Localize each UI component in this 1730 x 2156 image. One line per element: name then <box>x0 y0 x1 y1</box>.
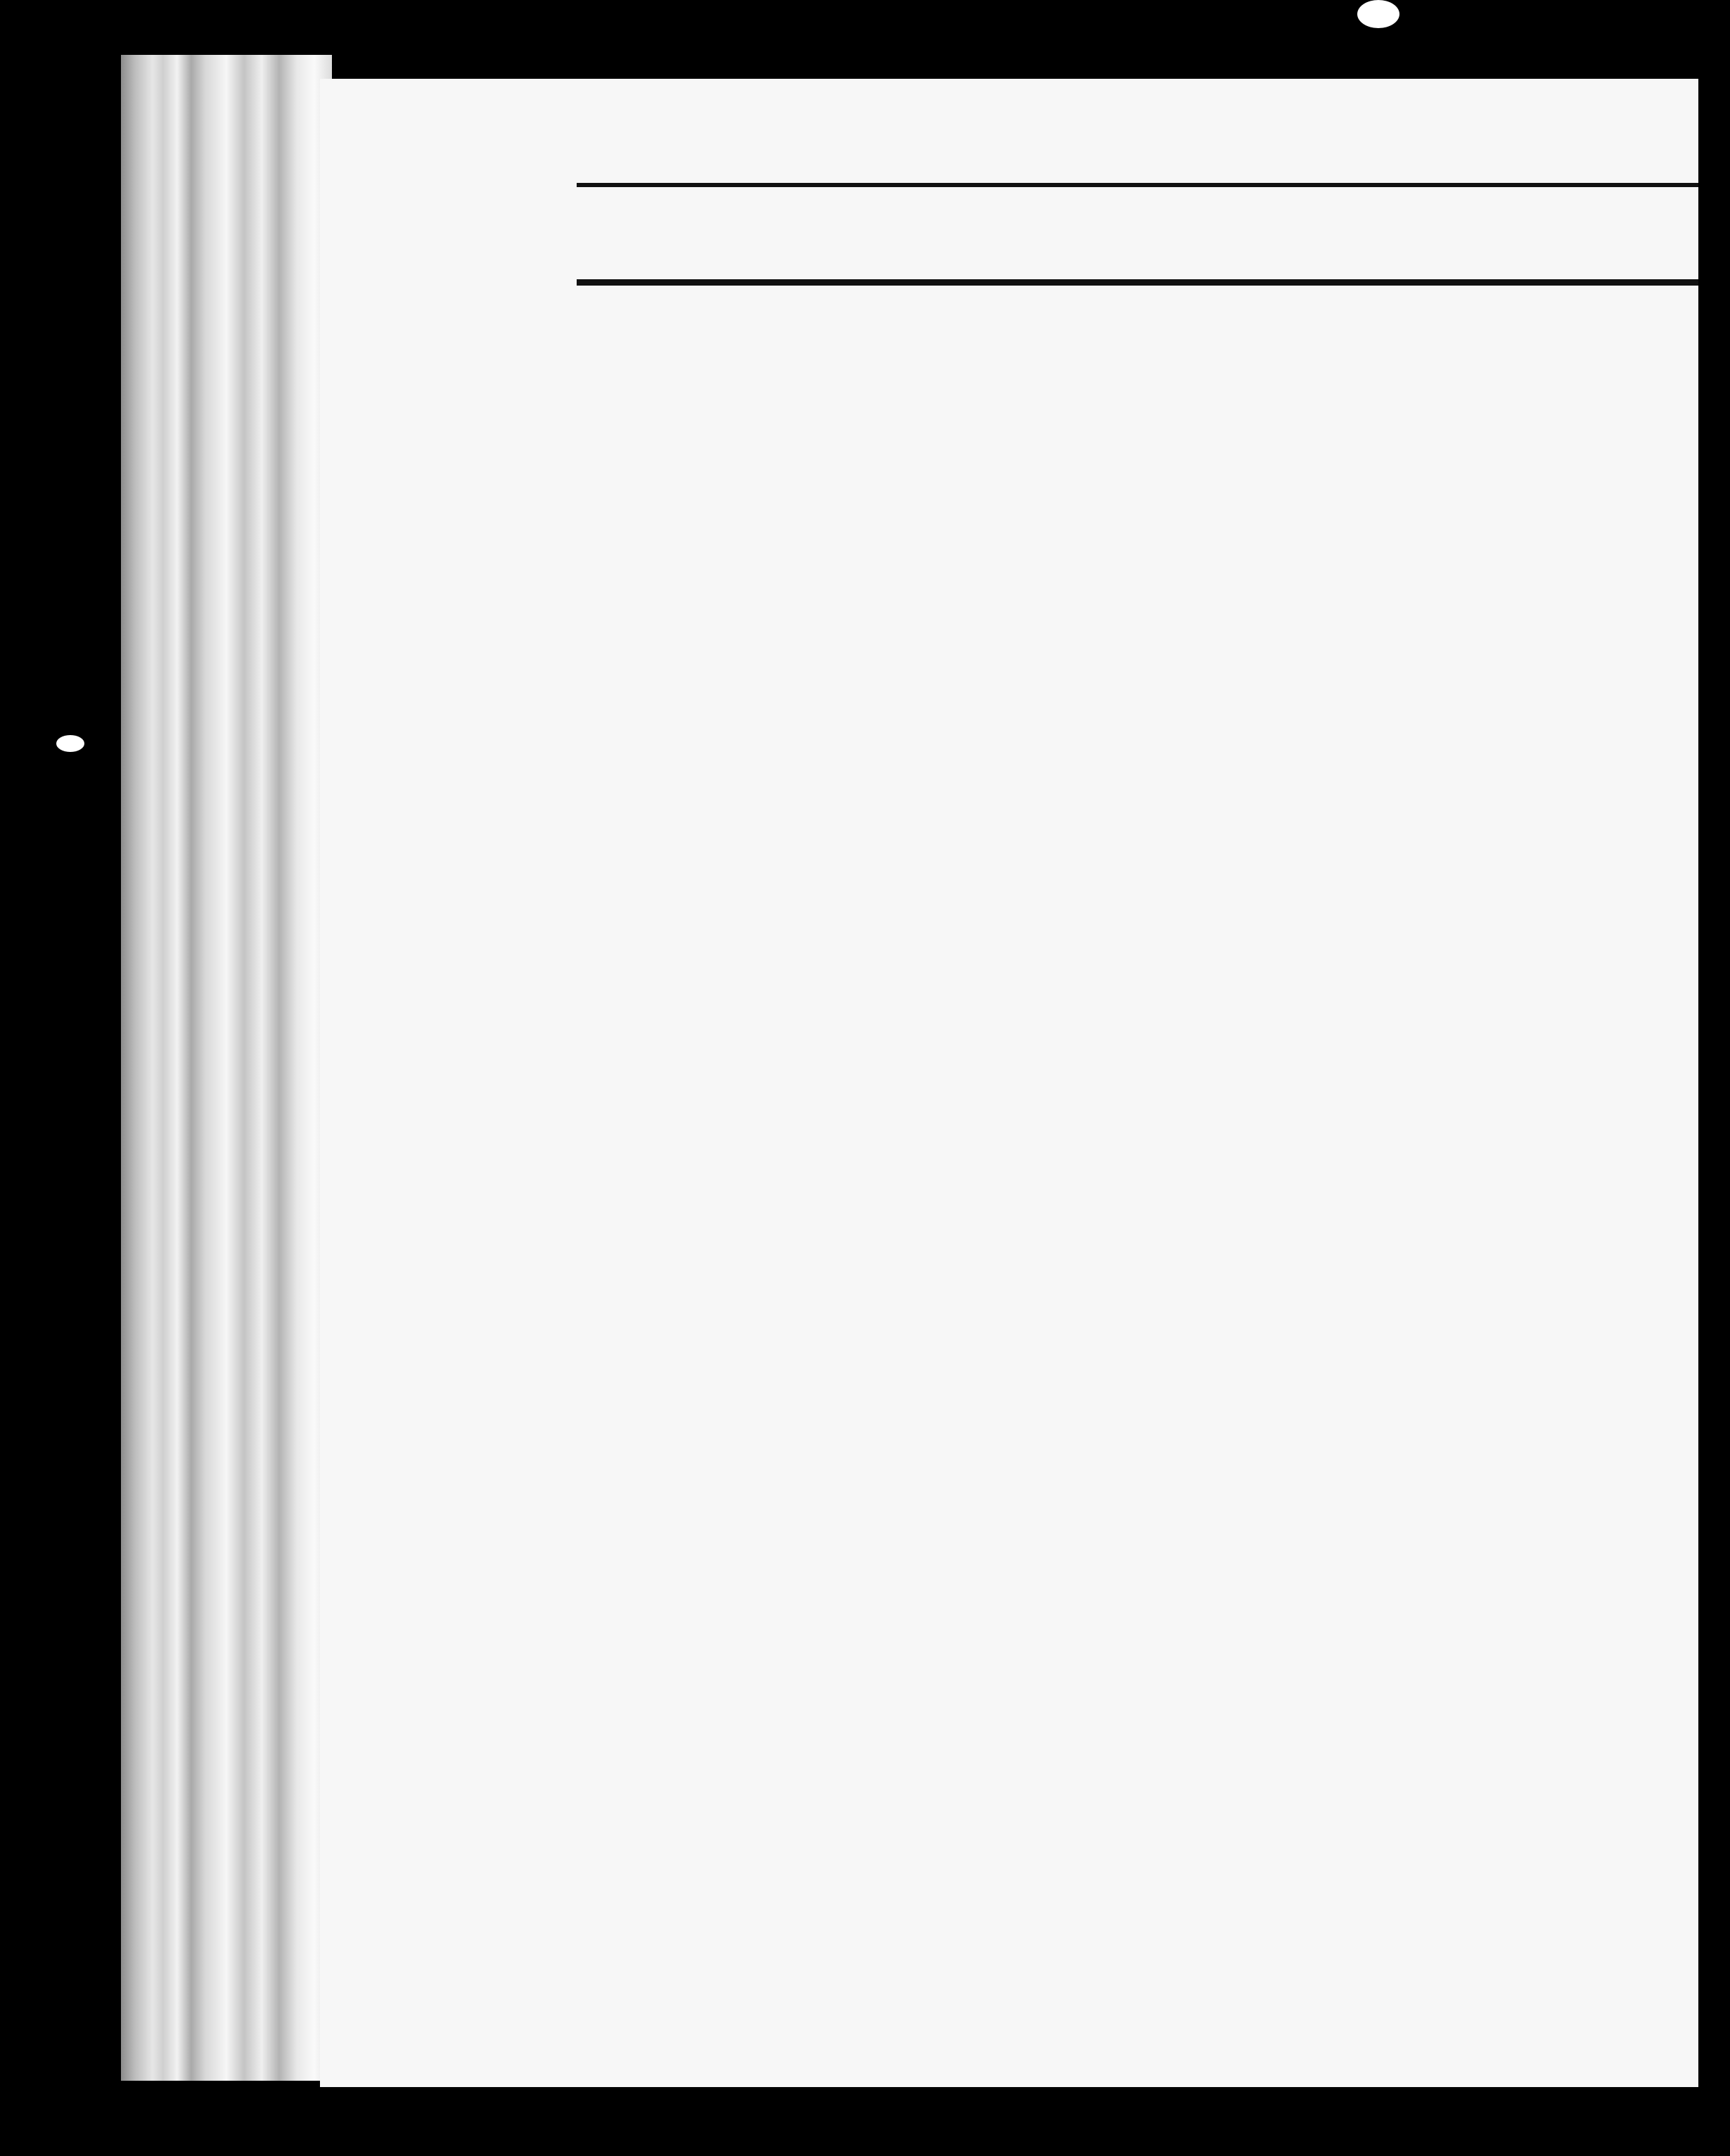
header-rule-top <box>577 183 1698 187</box>
book-page <box>320 79 1698 2087</box>
header-rule-bottom <box>577 279 1698 286</box>
speck <box>1357 0 1399 28</box>
book-page-edges <box>121 55 332 2081</box>
speck <box>56 735 84 752</box>
